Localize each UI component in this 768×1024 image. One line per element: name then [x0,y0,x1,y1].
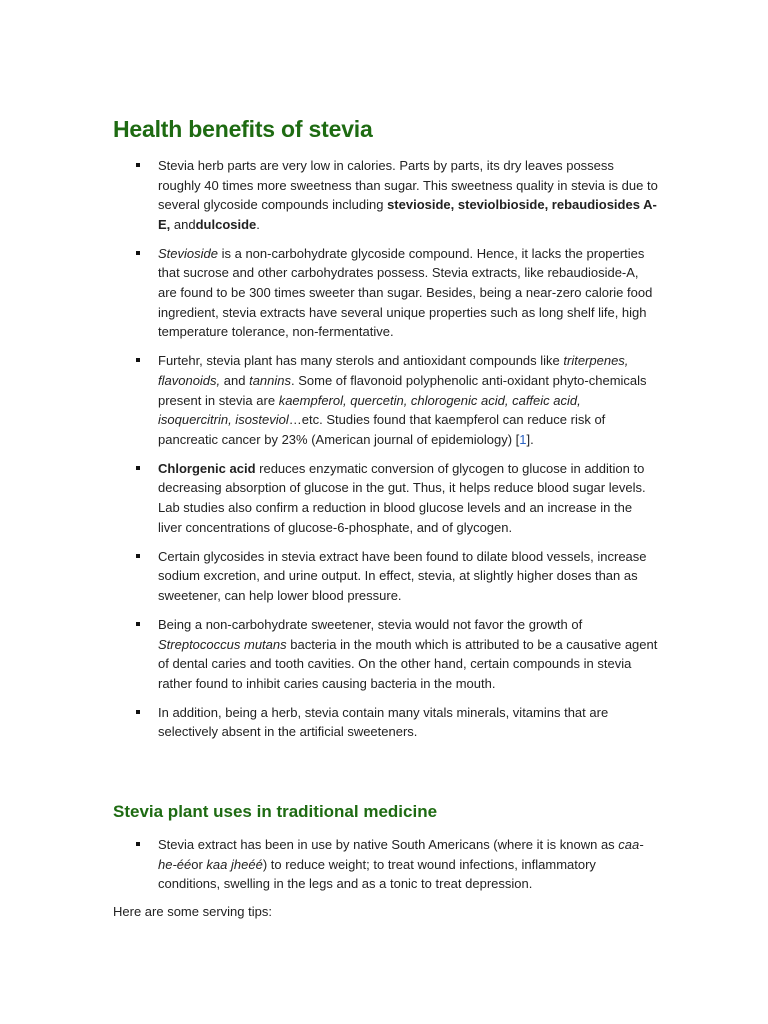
square-bullet-icon [136,710,140,714]
list-item: Stevia extract has been in use by native South Americans (where it is known as caa-he-ééor kaa jheéé) to reduce weight; to treat wound infections, inflammatory conditions, swelling in the legs and as a tonic to treat depression. [113,835,658,894]
list-item: In addition, being a herb, stevia contain many vitals minerals, vitamins that are selectively absent in the artificial sweeteners. [113,703,658,742]
list-item: Stevia herb parts are very low in calories. Parts by parts, its dry leaves possess roughly 40 times more sweetness than sugar. This sweetness quality in stevia is due to several glycoside compounds including stevioside, steviolbioside, rebaudiosides A-E, anddulcoside. [113,156,658,234]
section-heading-health-benefits: Health benefits of stevia [113,116,373,142]
list-item: Being a non-carbohydrate sweetener, stevia would not favor the growth of Streptococcus mutans bacteria in the mouth which is attributed to be a causative agent of dental caries and tooth cavities. On the other hand, certain compounds in stevia rather found to inhibit caries causing bacteria in the mouth. [113,615,658,693]
square-bullet-icon [136,163,140,167]
square-bullet-icon [136,251,140,255]
square-bullet-icon [136,842,140,846]
square-bullet-icon [136,554,140,558]
traditional-medicine-list [113,835,658,903]
list-item: Furtehr, stevia plant has many sterols and antioxidant compounds like triterpenes, flavonoids, and tannins. Some of flavonoid polyphenolic anti-oxidant phyto-chemicals present in stevia are kaempferol, quercetin, chlorogenic acid, caffeic acid, isoquercitrin, isosteviol…etc. Studies found that kaempferol can reduce risk of pancreatic cancer by 23% (American journal of epidemiology) [1]. [113,351,658,449]
reference-link[interactable]: 1 [519,431,527,447]
section-heading-traditional-medicine: Stevia plant uses in traditional medicine [113,802,438,821]
square-bullet-icon [136,358,140,362]
list-item: Certain glycosides in stevia extract have been found to dilate blood vessels, increase sodium excretion, and urine output. In effect, stevia, at slightly higher doses than as sweetener, can help lower blood pressure. [113,547,658,606]
list-item: Stevioside is a non-carbohydrate glycoside compound. Hence, it lacks the properties that sucrose and other carbohydrates possess. Stevia extracts, like rebaudioside-A, are found to be 300 times sweeter than sugar. Besides, being a near-zero calorie food ingredient, stevia extracts have several unique properties such as long shelf life, high temperature tolerance, non-fermentative. [113,244,658,342]
serving-tips-paragraph: Here are some serving tips: [113,904,272,919]
square-bullet-icon [136,466,140,470]
square-bullet-icon [136,622,140,626]
health-benefits-list [113,156,658,752]
list-item: Chlorgenic acid reduces enzymatic conversion of glycogen to glucose in addition to decreasing absorption of glucose in the gut. Thus, it helps reduce blood sugar levels. Lab studies also confirm a reduction in blood glucose levels and an increase in the liver concentrations of glucose-6-phosphate, and of glycogen. [113,459,658,537]
